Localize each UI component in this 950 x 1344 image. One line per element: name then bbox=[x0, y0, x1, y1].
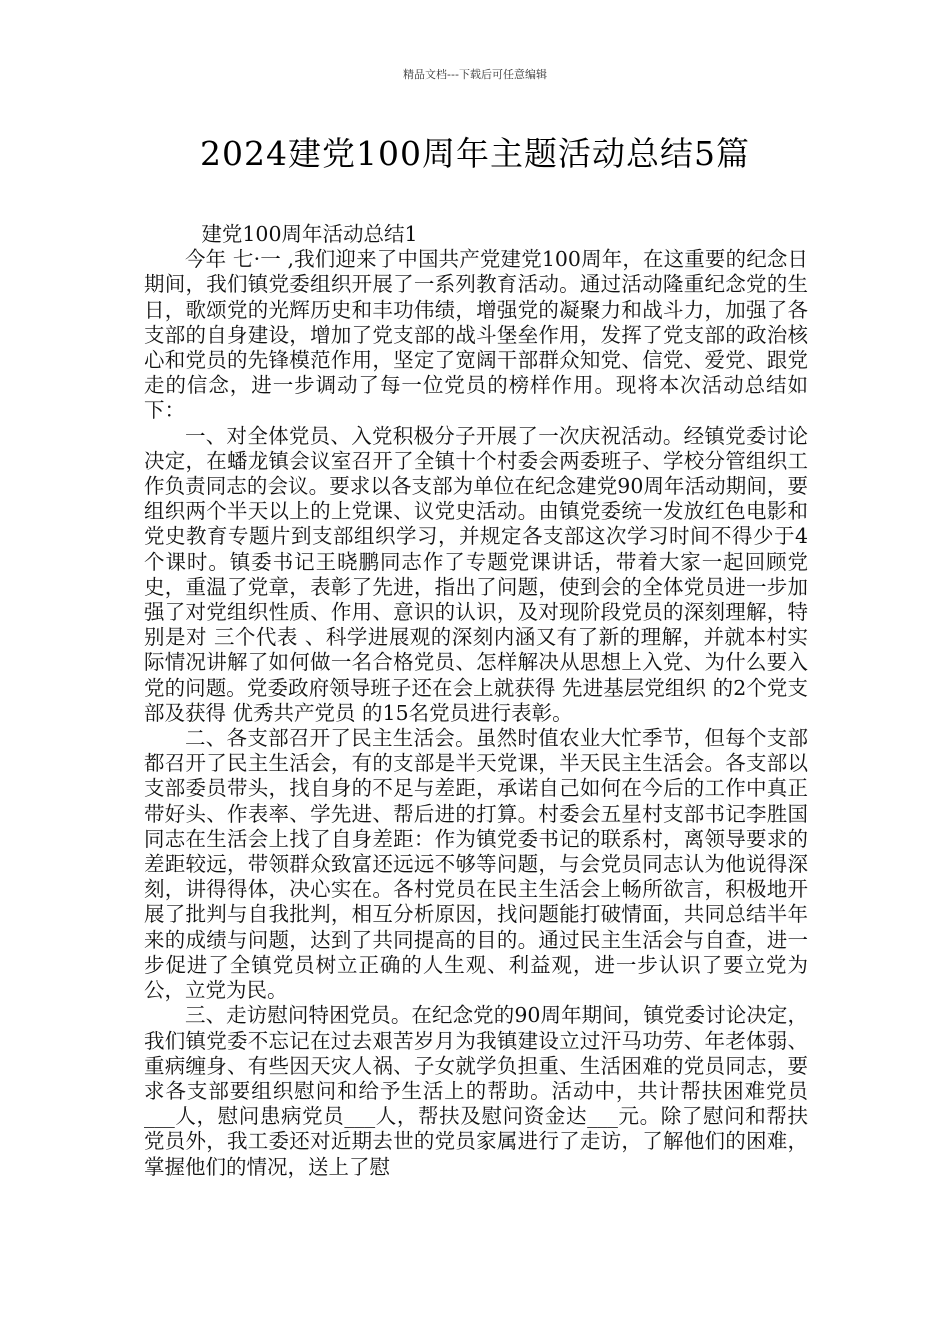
paragraph-item-2: 二、各支部召开了民主生活会。虽然时值农业大忙季节，但每个支部都召开了民主生活会，有的支部是半天党课，半天民主生活会。各支部以支部委员带头，找自身的不足与差距，承诺自己如何在今后的工作中真正带好头、作表率、学先进、帮后进的打算。村委会五星村支部书记李胜国同志在生活会上找了自身差距：作为镇党委书记的联系村，离领导要求的差距较远，带领群众致富还远远不够等问题，与会党员同志认为他说得深刻，讲得得体，决心实在。各村党员在民主生活会上畅所欲言，积极地开展了批判与自我批判，相互分析原因，找问题能打破情面，共同总结半年来的成绩与问题，达到了共同提高的目的。通过民主生活会与自查，进一步促进了全镇党员树立正确的人生观、利益观，进一步认识了要立党为公，立党为民。 bbox=[144, 726, 808, 1003]
document-body bbox=[144, 222, 808, 1180]
section-heading: 建党100周年活动总结1 bbox=[201, 222, 418, 246]
paragraph-intro: 今年 七·一 ,我们迎来了中国共产党建党100周年，在这重要的纪念日期间，我们镇党委组织开展了一系列教育活动。通过活动隆重纪念党的生日，歌颂党的光辉历史和丰功伟绩，增强党的凝聚力和战斗力，加强了各支部的自身建设，增加了党支部的战斗堡垒作用，发挥了党支部的政治核心和党员的先锋模范作用，坚定了宽阔干部群众知党、信党、爱党、跟党走的信念，进一步调动了每一位党员的榜样作用。现将本次活动总结如下： bbox=[144, 247, 808, 423]
document-title: 2024建党100周年主题活动总结5篇 bbox=[200, 134, 750, 173]
header-note: 精品文档---下载后可任意编辑 bbox=[403, 68, 547, 81]
paragraph-item-1: 一、对全体党员、入党积极分子开展了一次庆祝活动。经镇党委讨论决定，在蟠龙镇会议室召开了全镇十个村委会两委班子、学校分管组织工作负责同志的会议。要求以各支部为单位在纪念建党90周年活动期间，要组织两个半天以上的上党课、议党史活动。由镇党委统一发放红色电影和党史教育专题片到支部组织学习，并规定各支部这次学习时间不得少于4个课时。镇委书记王晓鹏同志作了专题党课讲话，带着大家一起回顾党史，重温了党章，表彰了先进，指出了问题，使到会的全体党员进一步加强了对党组织性质、作用、意识的认识，及对现阶段党员的深刻理解，特别是对 三个代表 、科学进展观的深刻内涵又有了新的理解，并就本村实际情况讲解了如何做一名合格党员、怎样解决从思想上入党、为什么要入党的问题。党委政府领导班子还在会上就获得 先进基层党组织 的2个党支部及获得 优秀共产党员 的15名党员进行表彰。 bbox=[144, 423, 808, 725]
paragraph-item-3: 三、走访慰问特困党员。在纪念党的90周年期间，镇党委讨论决定，我们镇党委不忘记在过去艰苦岁月为我镇建设立过汗马功劳、年老体弱、重病缠身、有些因天灾人祸、子女就学负担重、生活困难的党员同志，要求各支部要组织慰问和给予生活上的帮助。活动中，共计帮扶困难党员___人，慰问患病党员___人，帮扶及慰问资金达___元。除了慰问和帮扶党员外，我工委还对近期去世的党员家属进行了走访，了解他们的困难，掌握他们的情况，送上了慰 bbox=[144, 1003, 808, 1179]
